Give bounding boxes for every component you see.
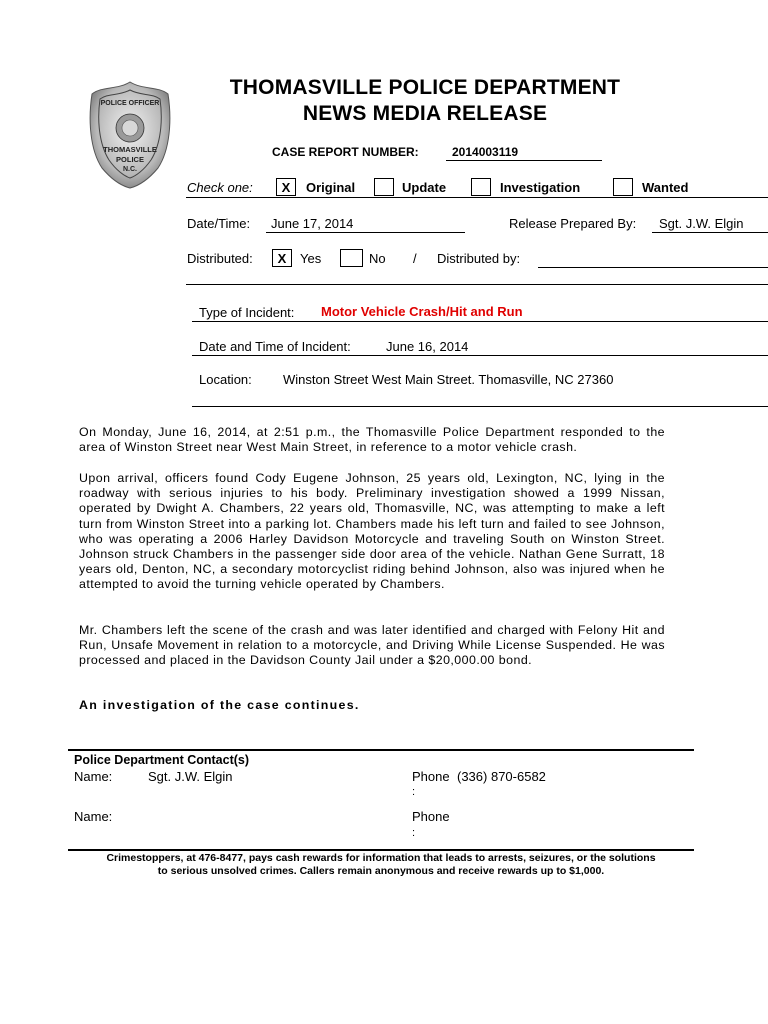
- incident-type-value: Motor Vehicle Crash/Hit and Run: [321, 304, 523, 319]
- prepared-by-value: Sgt. J.W. Elgin: [659, 216, 744, 231]
- incident-type-label: Type of Incident:: [199, 305, 295, 320]
- contacts-bottom-rule: [68, 849, 694, 851]
- contacts-top-rule: [68, 749, 694, 751]
- contact-2-phone-colon: :: [412, 827, 416, 839]
- incident-top-rule: [186, 284, 768, 285]
- case-number-value: 2014003119: [446, 145, 602, 161]
- badge-text-top: POLICE OFFICER: [100, 100, 160, 107]
- incident-bottom-rule: [192, 406, 768, 407]
- check-row-rule: [186, 197, 768, 198]
- prepared-by-underline: [652, 232, 768, 233]
- incident-type-rule: [192, 321, 768, 322]
- distributed-label: Distributed:: [187, 251, 253, 266]
- prepared-by-label: Release Prepared By:: [509, 216, 637, 231]
- contact-2-name-label: Name:: [74, 809, 113, 824]
- incident-date-rule: [192, 355, 768, 356]
- option-wanted-label: Wanted: [642, 180, 689, 195]
- crimestoppers-line-1: Crimestoppers, at 476-8477, pays cash rewards for information that leads to arrests, seizures, or the solutions: [106, 852, 656, 864]
- contact-1-phone-label: Phone: [412, 769, 450, 784]
- distributed-yes-label: Yes: [300, 251, 322, 266]
- narrative-paragraph-1: On Monday, June 16, 2014, at 2:51 p.m., the Thomasville Police Department responded to the area of Winston Street near West Main Street, in reference to a motor vehicle crash.: [79, 425, 665, 455]
- checkbox-update[interactable]: [374, 178, 394, 196]
- location-label: Location:: [199, 372, 252, 387]
- option-investigation-label: Investigation: [500, 180, 581, 195]
- checkbox-wanted[interactable]: [613, 178, 633, 196]
- contact-1-phone-colon: :: [412, 786, 416, 798]
- distributed-by-label: Distributed by:: [437, 251, 521, 266]
- date-time-underline: [266, 232, 465, 233]
- narrative-paragraph-3: Mr. Chambers left the scene of the crash and was later identified and charged with Felony Hit and Run, Unsafe Movement in relation to a motorcycle, and Driving While License Suspended. He was processed and placed in the Davidson County Jail under a $20,000.00 bond.: [79, 623, 665, 668]
- distributed-separator: /: [413, 251, 417, 266]
- date-time-value: June 17, 2014: [271, 216, 354, 231]
- police-badge-logo: [88, 80, 172, 190]
- incident-date-value: June 16, 2014: [386, 339, 469, 354]
- narrative-closing: An investigation of the case continues.: [79, 698, 360, 712]
- badge-text-police: POLICE: [116, 155, 144, 164]
- check-one-label: Check one:: [187, 180, 253, 195]
- option-original-label: Original: [306, 180, 356, 195]
- location-value: Winston Street West Main Street. Thomasville, NC 27360: [283, 372, 614, 387]
- option-update-label: Update: [402, 180, 447, 195]
- incident-date-label: Date and Time of Incident:: [199, 339, 351, 354]
- checkbox-distributed-no[interactable]: [340, 249, 363, 267]
- release-title: NEWS MEDIA RELEASE: [302, 102, 548, 125]
- distributed-by-underline: [538, 267, 768, 268]
- contacts-heading: Police Department Contact(s): [74, 753, 250, 767]
- date-time-label: Date/Time:: [187, 216, 251, 231]
- distributed-no-label: No: [369, 251, 386, 266]
- contact-1-name-label: Name:: [74, 769, 113, 784]
- badge-text-nc: N.C.: [123, 166, 137, 173]
- contact-2-phone-label: Phone: [412, 809, 450, 824]
- department-title: THOMASVILLE POLICE DEPARTMENT: [229, 76, 621, 99]
- crimestoppers-line-2: to serious unsolved crimes. Callers remain anonymous and receive rewards up to $1,000.: [157, 865, 605, 877]
- narrative-paragraph-2: Upon arrival, officers found Cody Eugene Johnson, 25 years old, Lexington, NC, lying in the roadway with serious injuries to his body. Preliminary investigation showed a 1999 Nissan, operated by Dwight A. Chambers, 22 years old, Thomasville, NC, was attempting to make a left turn from Winston Street into a parking lot. Chambers made his left turn and failed to see Johnson, who was operating a 2006 Harley Davidson Motorcycle and traveling South on Winston Street. Johnson struck Chambers in the passenger side door area of the vehicle. Nathan Gene Surratt, 18 years old, Denton, NC, a secondary motorcyclist riding behind Johnson, also was injured when he attempted to avoid the turning vehicle operated by Chambers.: [79, 471, 665, 592]
- contact-1-name: Sgt. J.W. Elgin: [148, 769, 233, 784]
- checkbox-original[interactable]: X: [276, 178, 296, 196]
- case-number-label: CASE REPORT NUMBER:: [272, 145, 419, 159]
- contact-1-phone: (336) 870-6582: [457, 769, 546, 784]
- checkbox-distributed-yes[interactable]: X: [272, 249, 292, 267]
- checkbox-investigation[interactable]: [471, 178, 491, 196]
- badge-text-mid: THOMASVILLE: [103, 145, 157, 154]
